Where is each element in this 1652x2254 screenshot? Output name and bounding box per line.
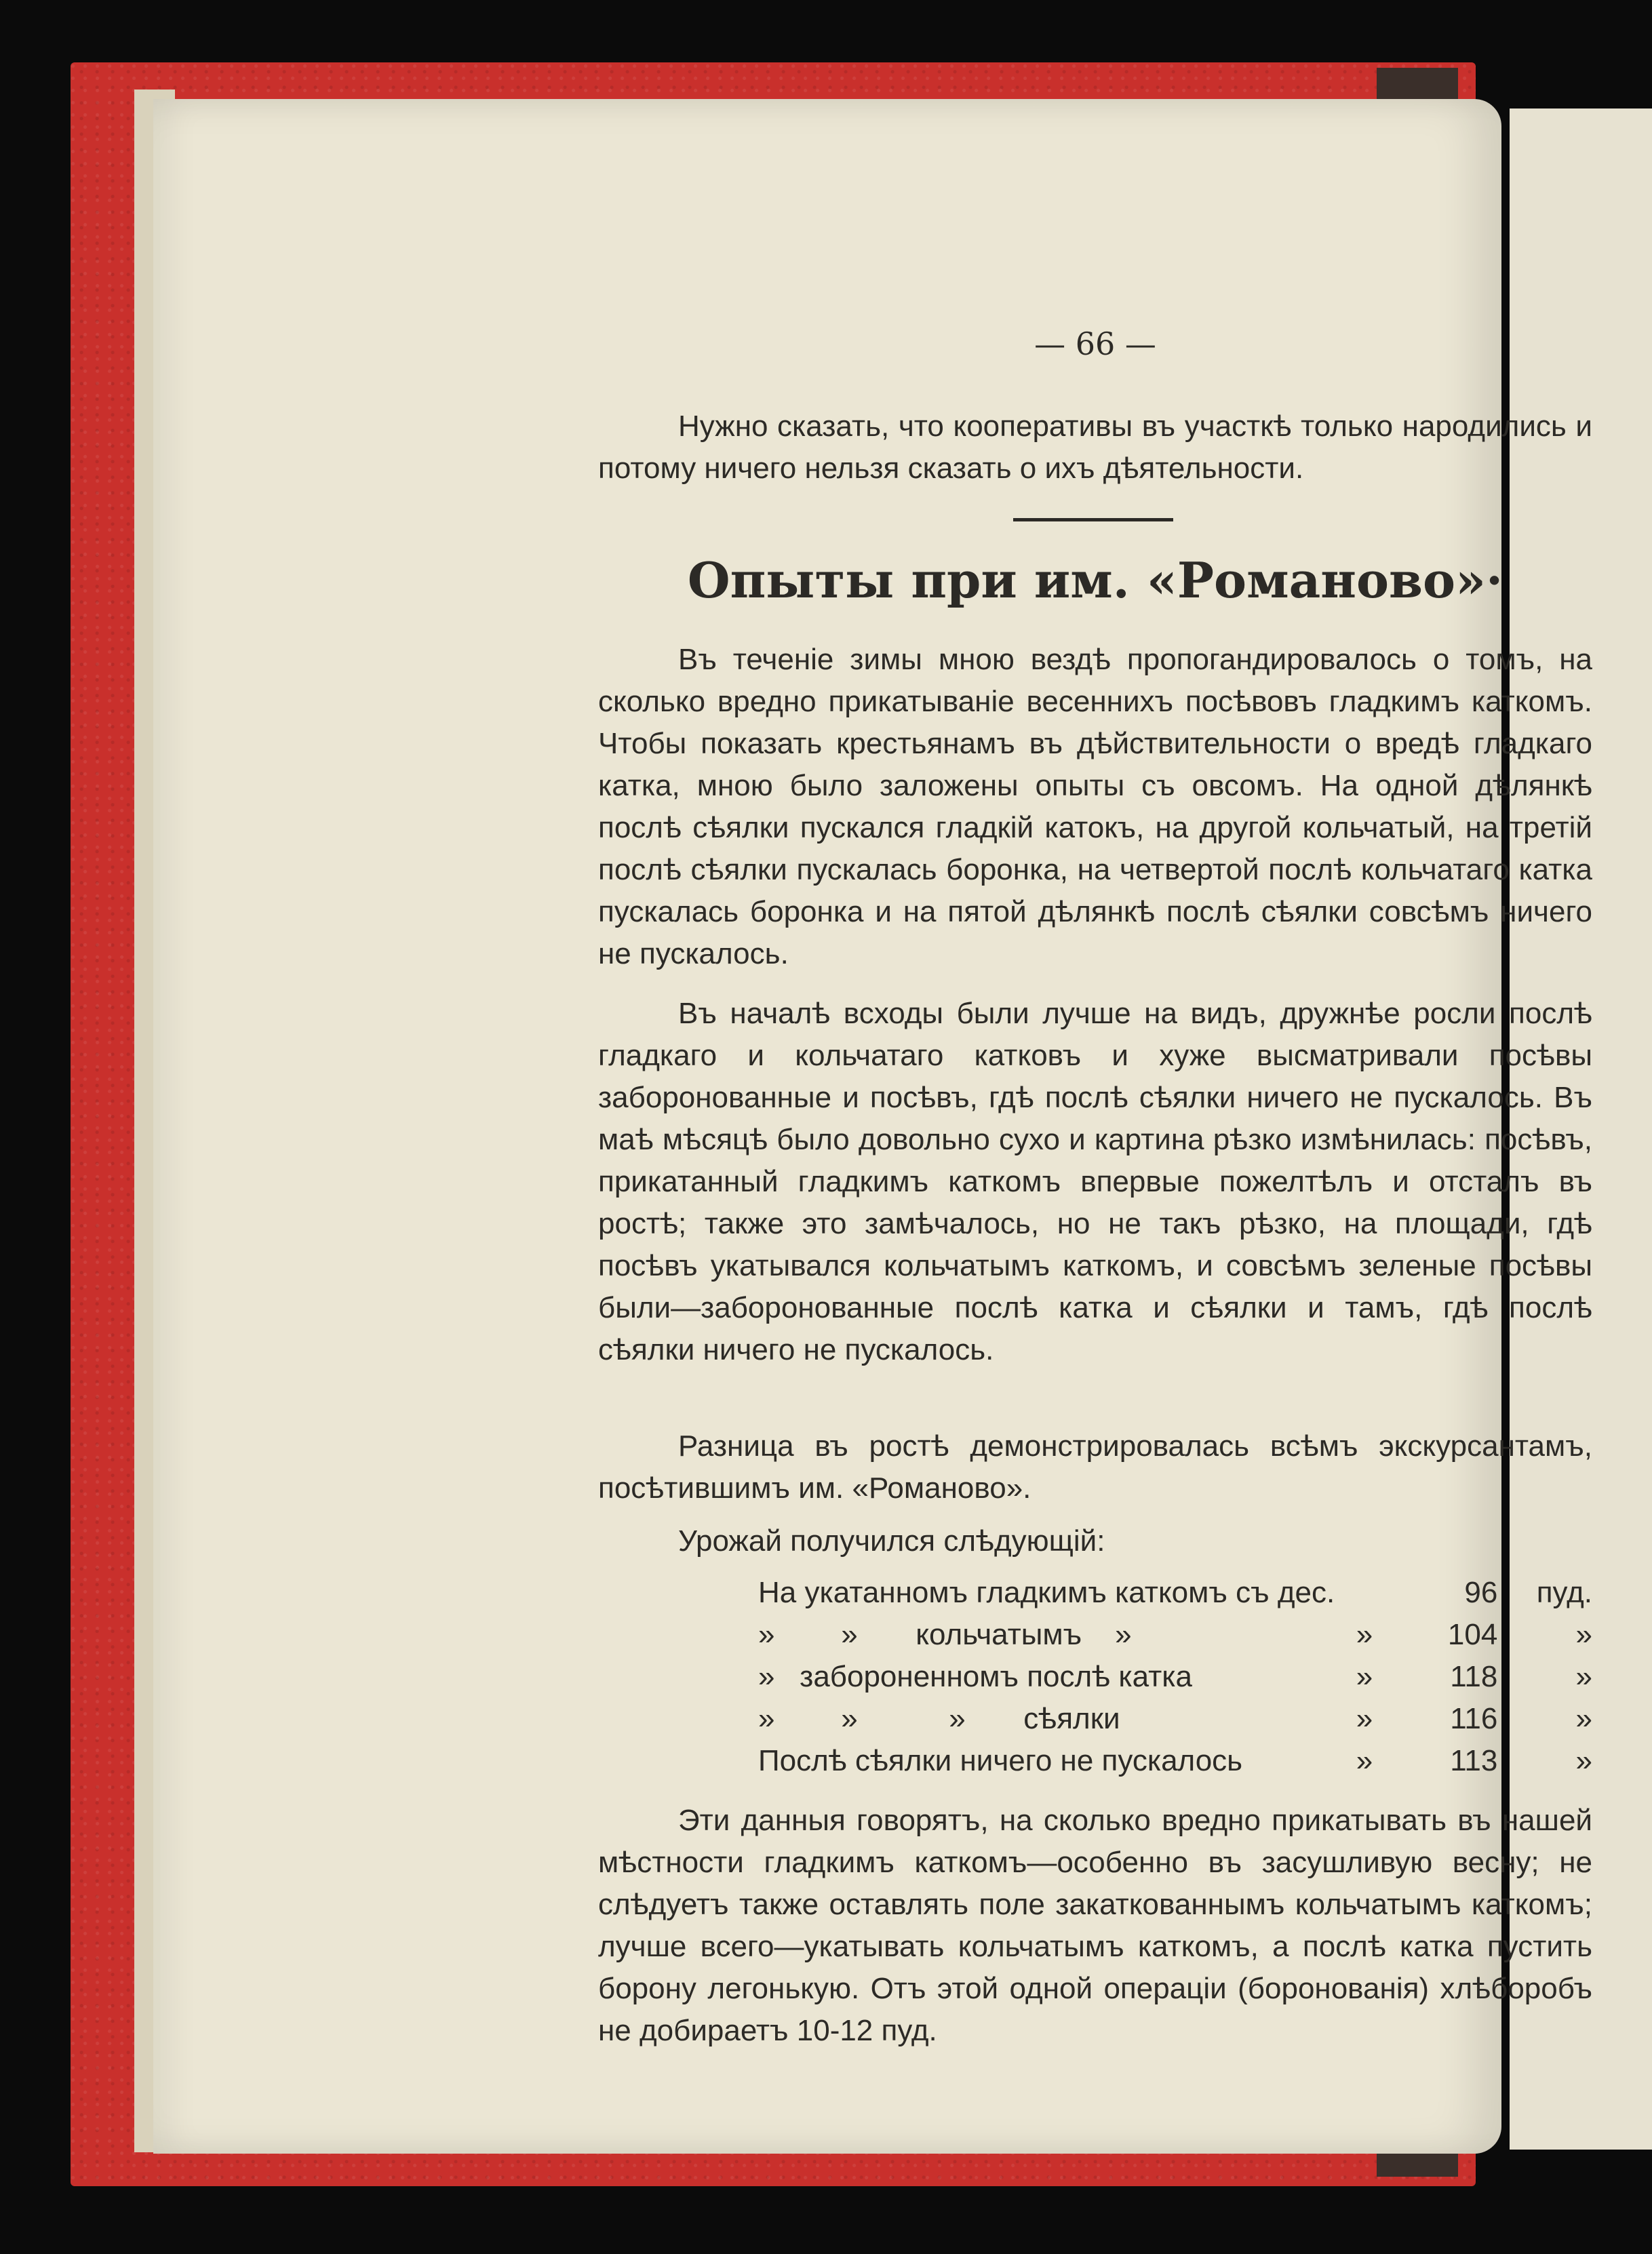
row-unit: » (1575, 1744, 1592, 1777)
yield-table (758, 1572, 1592, 1782)
table-row (758, 1740, 1592, 1782)
table-row (758, 1698, 1592, 1740)
row-value: 96 (1464, 1576, 1498, 1609)
row-unit: » (1575, 1702, 1592, 1735)
paragraph-3: Разница въ ростѣ демонстрировалась всѣмъ экскурсантамъ, посѣтившимъ им. «Романово». (598, 1429, 1592, 1505)
row-value: 116 (1450, 1702, 1498, 1735)
table-row (758, 1656, 1592, 1698)
table-row (758, 1614, 1592, 1656)
row-description: На укатанномъ гладкимъ каткомъ съ дес. (758, 1576, 1335, 1609)
row-ditto: » (1356, 1660, 1373, 1693)
paragraph-intro: Нужно сказать, что кооперативы въ участкѣ только народились и потому ничего нельзя сказать о ихъ дѣятельности. (598, 410, 1592, 485)
section-heading: Опыты при им. «Романово»· (687, 551, 1503, 609)
paragraph-2: Въ началѣ всходы были лучше на видъ, дружнѣе росли послѣ гладкаго и кольчатаго катковъ и хуже высматривали посѣвы заборонованные и посѣвъ, гдѣ послѣ сѣялки ничего не пускалось. Въ маѣ мѣсяцѣ было довольно сухо и картина рѣзко измѣнилась: посѣвъ, прикатанный гладкимъ каткомъ впервые пожелтѣлъ и отсталъ въ ростѣ; также это замѣчалось, но не такъ рѣзко, на площади, гдѣ посѣвъ укатывался кольчатымъ каткомъ, и совсѣмъ зеленые посѣвы были—заборонованные послѣ катка и сѣялки и тамъ, гдѣ послѣ сѣялки ничего не пускалось. (598, 997, 1592, 1366)
row-value: 104 (1447, 1618, 1498, 1651)
row-description: » » кольчатымъ » (758, 1618, 1132, 1651)
row-ditto: » (1356, 1618, 1373, 1651)
paragraph-5: Эти данныя говорятъ, на сколько вредно прикатывать въ нашей мѣстности гладкимъ каткомъ—особенно въ засушливую весну; не слѣдуетъ также оставлять поле закаткованнымъ кольчатымъ каткомъ; лучше всего—укатывать кольчатымъ каткомъ, а послѣ катка пустить борону легонькую. Отъ этой одной операціи (боронованія) хлѣборобъ не добираетъ 10-12 пуд. (598, 1804, 1592, 2047)
row-ditto (1335, 1572, 1394, 1614)
row-value: 118 (1450, 1660, 1498, 1693)
row-unit: » (1575, 1660, 1592, 1693)
row-description: » забороненномъ послѣ катка (758, 1660, 1192, 1693)
row-description: Послѣ сѣялки ничего не пускалось (758, 1744, 1243, 1777)
row-ditto: » (1356, 1702, 1373, 1735)
page-number: — 66 — (1034, 325, 1156, 362)
row-unit: пуд. (1536, 1576, 1592, 1609)
paragraph-1: Въ теченіе зимы мною вездѣ пропогандировалось о томъ, на сколько вредно прикатываніе весеннихъ посѣвовъ гладкимъ каткомъ. Чтобы показать крестьянамъ въ дѣйствительности о вредѣ гладкаго катка, мною было заложены опыты съ овсомъ. На одной дѣлянкѣ послѣ сѣялки пускался гладкій катокъ, на другой кольчатый, на третій послѣ сѣялки пускалась боронка, на четвертой послѣ кольчатаго катка пускалась боронка и на пятой дѣлянкѣ послѣ сѣялки совсѣмъ ничего не пускалось. (598, 643, 1592, 970)
row-description: » » » сѣялки (758, 1702, 1120, 1735)
book-page (153, 99, 1592, 2154)
section-divider (1013, 518, 1173, 521)
row-unit: » (1575, 1618, 1592, 1651)
table-row (758, 1572, 1592, 1614)
row-value: 113 (1450, 1744, 1498, 1777)
paragraph-4: Урожай получился слѣдующій: (678, 1524, 1105, 1558)
row-ditto: » (1356, 1744, 1373, 1777)
